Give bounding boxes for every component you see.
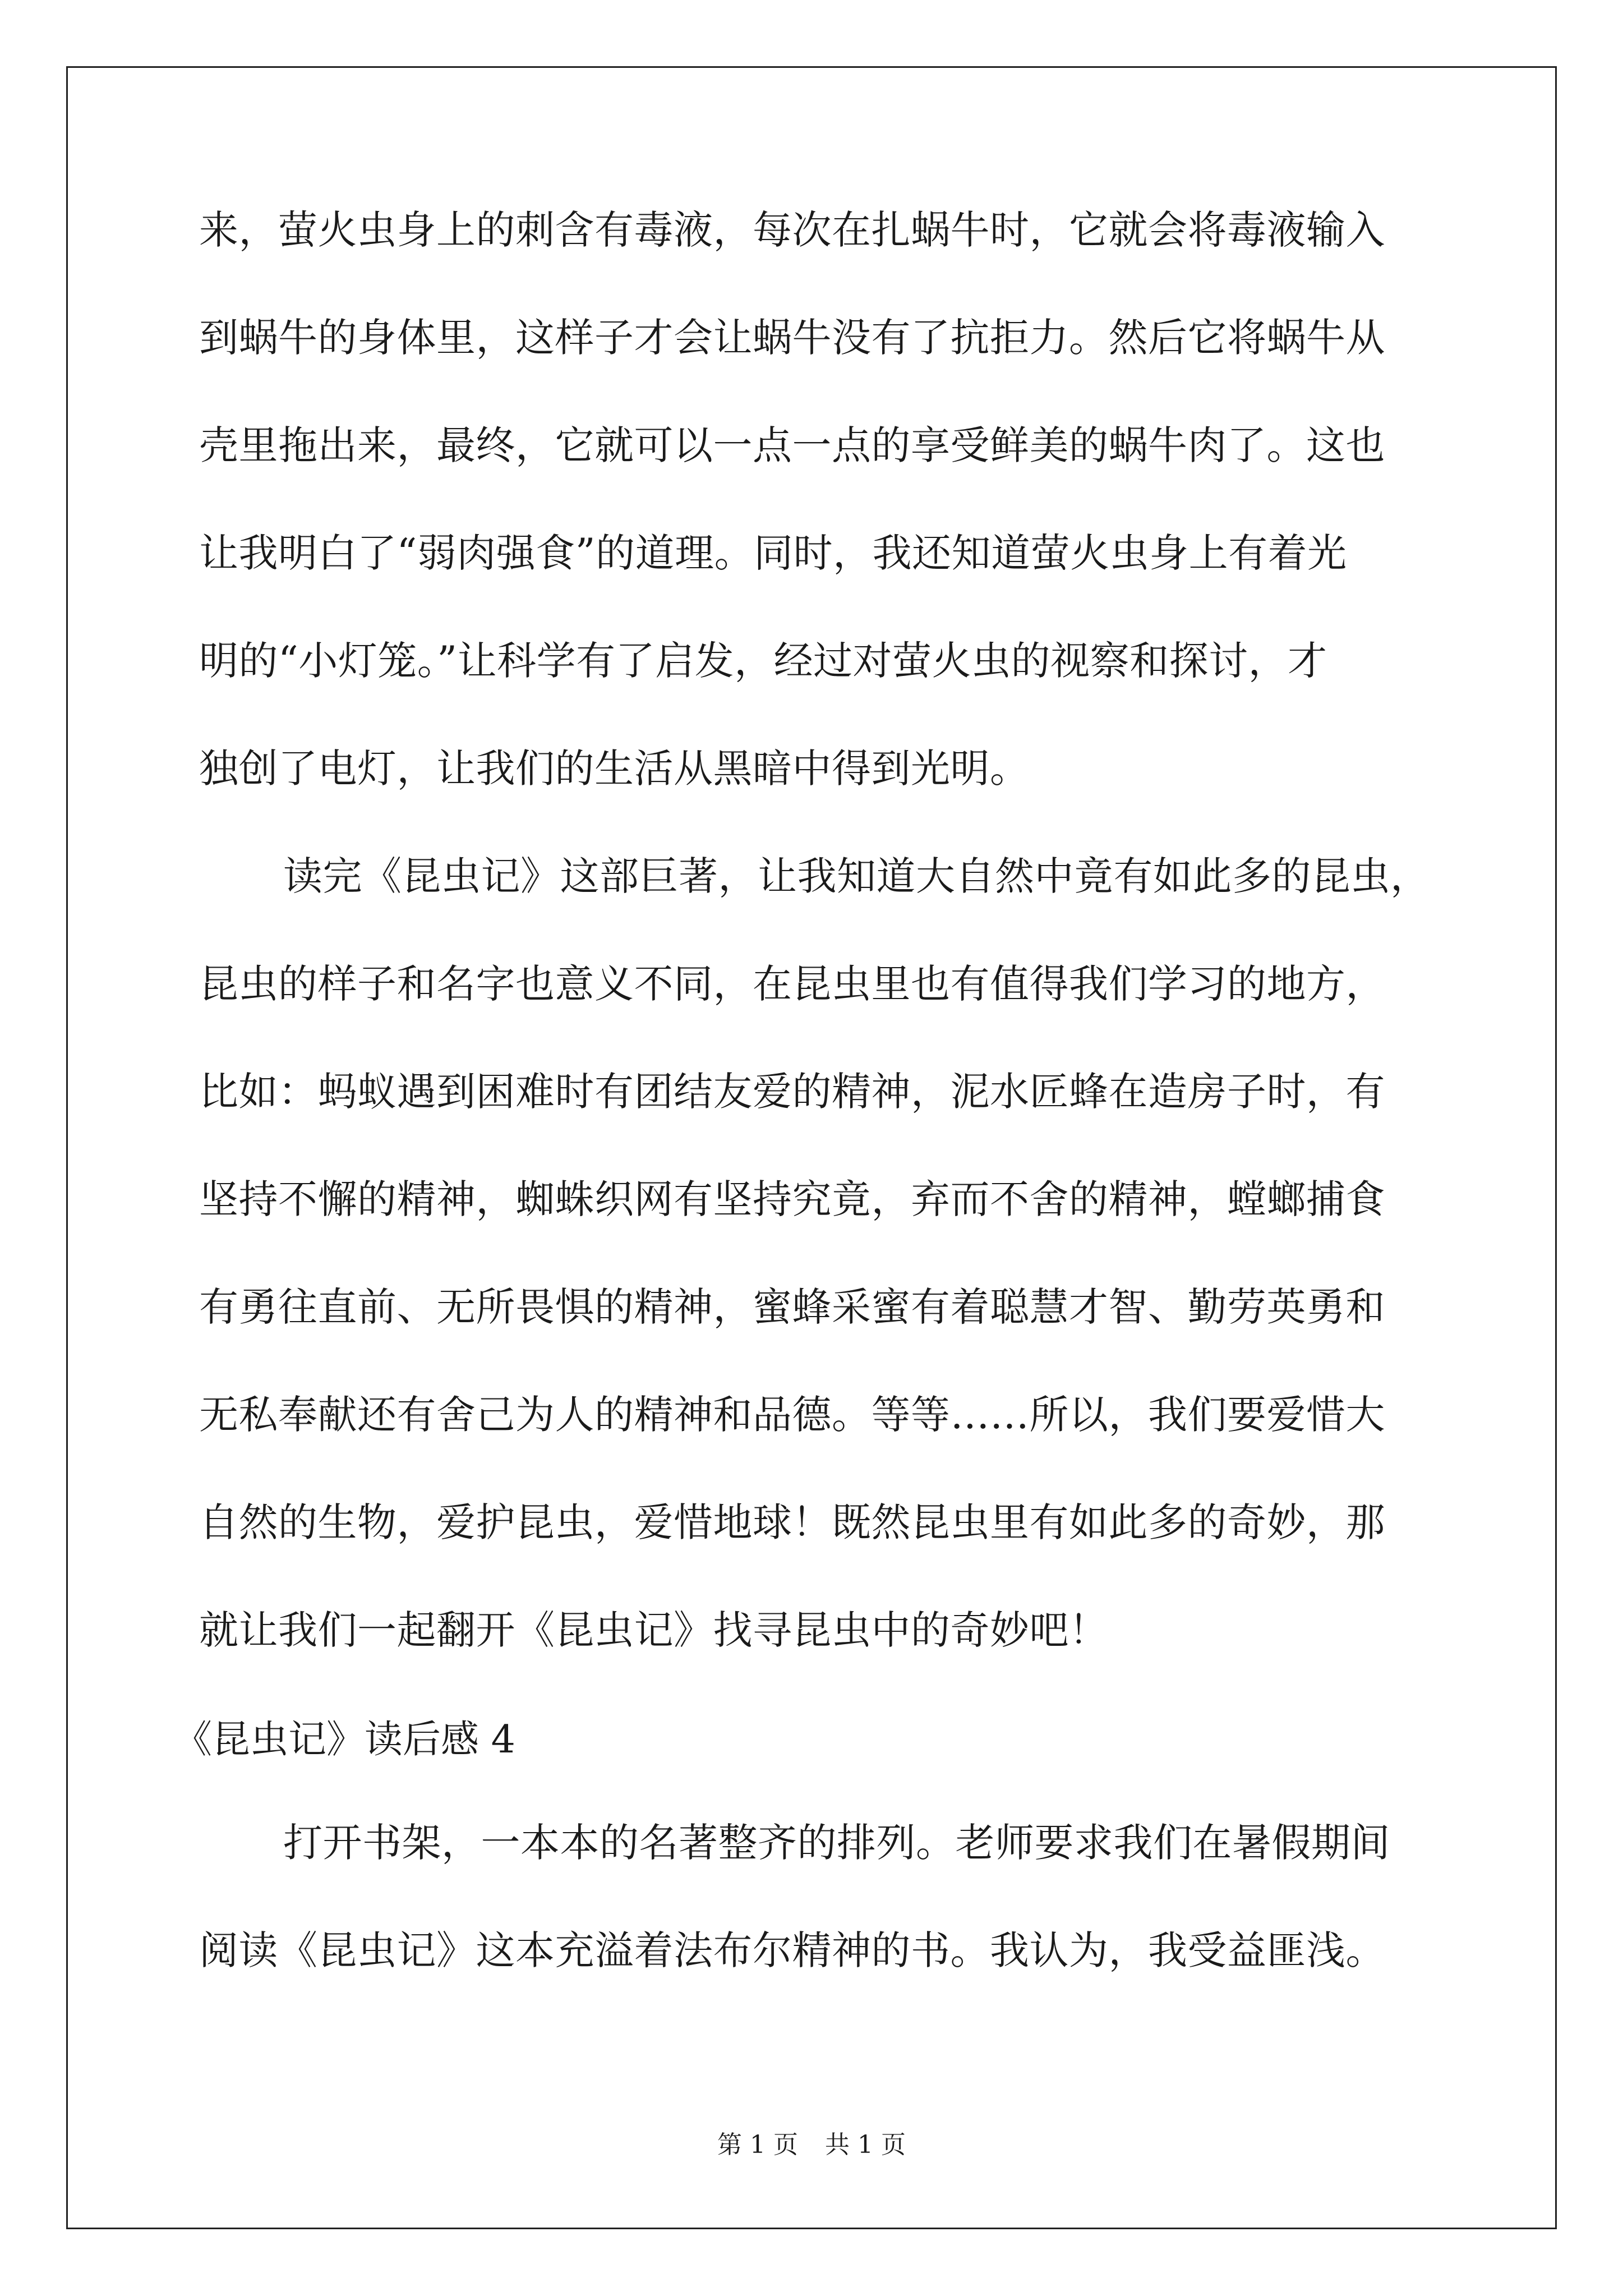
text-line: 明的“小灯笼。”让科学有了启发，经过对萤火虫的视察和探讨，才 — [199, 638, 1327, 684]
text-line: 就让我们一起翻开《昆虫记》找寻昆虫中的奇妙吧！ — [199, 1607, 1109, 1653]
text-line: 自然的生物，爱护昆虫，爱惜地球！既然昆虫里有如此多的奇妙，那 — [199, 1499, 1385, 1545]
text-line: 昆虫的样子和名字也意义不同，在昆虫里也有值得我们学习的地方， — [199, 961, 1385, 1007]
text-line: 打开书架，一本本的名著整齐的排列。老师要求我们在暑假期间 — [283, 1820, 1390, 1866]
text-line: 让我明白了“弱肉强食”的道理。同时，我还知道萤火虫身上有着光 — [199, 530, 1347, 576]
text-line: 独创了电灯，让我们的生活从黑暗中得到光明。 — [199, 746, 1030, 792]
text-line: 壳里拖出来，最终，它就可以一点一点的享受鲜美的蜗牛肉了。这也 — [199, 422, 1385, 468]
text-line: 阅读《昆虫记》这本充溢着法布尔精神的书。我认为，我受益匪浅。 — [199, 1927, 1385, 1973]
page-total: 共 1 页 — [825, 2131, 906, 2159]
text-line: 坚持不懈的精神，蜘蛛织网有坚持究竟，弃而不舍的精神，螳螂捕食 — [199, 1176, 1385, 1222]
paragraph-new-section — [199, 1820, 1433, 2039]
text-line: 有勇往直前、无所畏惧的精神，蜜蜂采蜜有着聪慧才智、勤劳英勇和 — [199, 1284, 1385, 1330]
paragraph-continuation — [199, 207, 1433, 1718]
section-heading: 《昆虫记》读后感 4 — [174, 1718, 515, 1762]
text-line: 到蜗牛的身体里，这样子才会让蜗牛没有了抗拒力。然后它将蜗牛从 — [199, 315, 1385, 361]
text-line: 读完《昆虫记》这部巨著，让我知道大自然中竟有如此多的昆虫， — [283, 853, 1430, 899]
page-footer — [0, 2133, 1623, 2157]
text-line: 无私奉献还有舍己为人的精神和品德。等等……所以，我们要爱惜大 — [199, 1392, 1385, 1438]
text-line: 来，萤火虫身上的刺含有毒液，每次在扎蜗牛时，它就会将毒液输入 — [199, 207, 1385, 253]
text-line: 比如：蚂蚁遇到困难时有团结友爱的精神，泥水匠蜂在造房子时，有 — [199, 1069, 1385, 1115]
page-number: 第 1 页 — [717, 2131, 798, 2159]
